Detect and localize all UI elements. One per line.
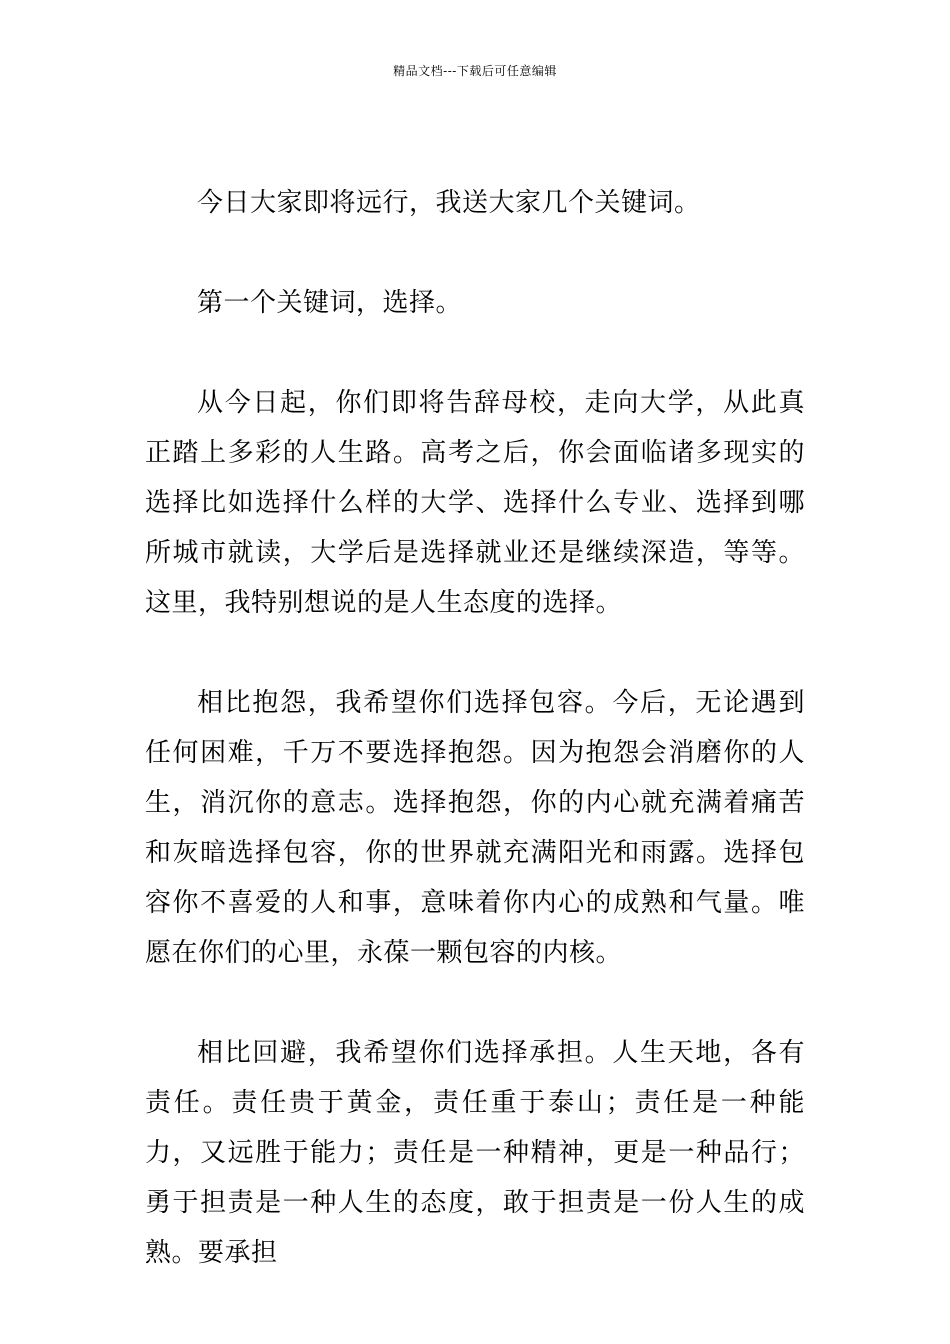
paragraph-responsibility: 相比回避，我希望你们选择承担。人生天地，各有责任。责任贵于黄金，责任重于泰山；责任是一种能力，又远胜于能力；责任是一种精神，更是一种品行；勇于担责是一种人生的态度，敢于担责是一份人生的成熟。要承担 bbox=[145, 1038, 805, 1268]
paragraph-intro: 今日大家即将远行，我送大家几个关键词。 bbox=[197, 188, 701, 218]
document-body bbox=[145, 178, 805, 1328]
paragraph-keyword-one: 第一个关键词，选择。 bbox=[197, 288, 463, 318]
page-header: 精品文档---下载后可任意编辑 bbox=[393, 64, 557, 78]
paragraph-tolerance: 相比抱怨，我希望你们选择包容。今后，无论遇到任何困难，千万不要选择抱怨。因为抱怨会消磨你的人生，消沉你的意志。选择抱怨，你的内心就充满着痛苦和灰暗选择包容，你的世界就充满阳光和雨露。选择包容你不喜爱的人和事，意味着你内心的成熟和气量。唯愿在你们的心里，永葆一颗包容的内核。 bbox=[145, 688, 805, 968]
paragraph-choice: 从今日起，你们即将告辞母校，走向大学，从此真正踏上多彩的人生路。高考之后，你会面临诸多现实的选择比如选择什么样的大学、选择什么专业、选择到哪所城市就读，大学后是选择就业还是继续深造，等等。这里，我特别想说的是人生态度的选择。 bbox=[145, 388, 805, 618]
